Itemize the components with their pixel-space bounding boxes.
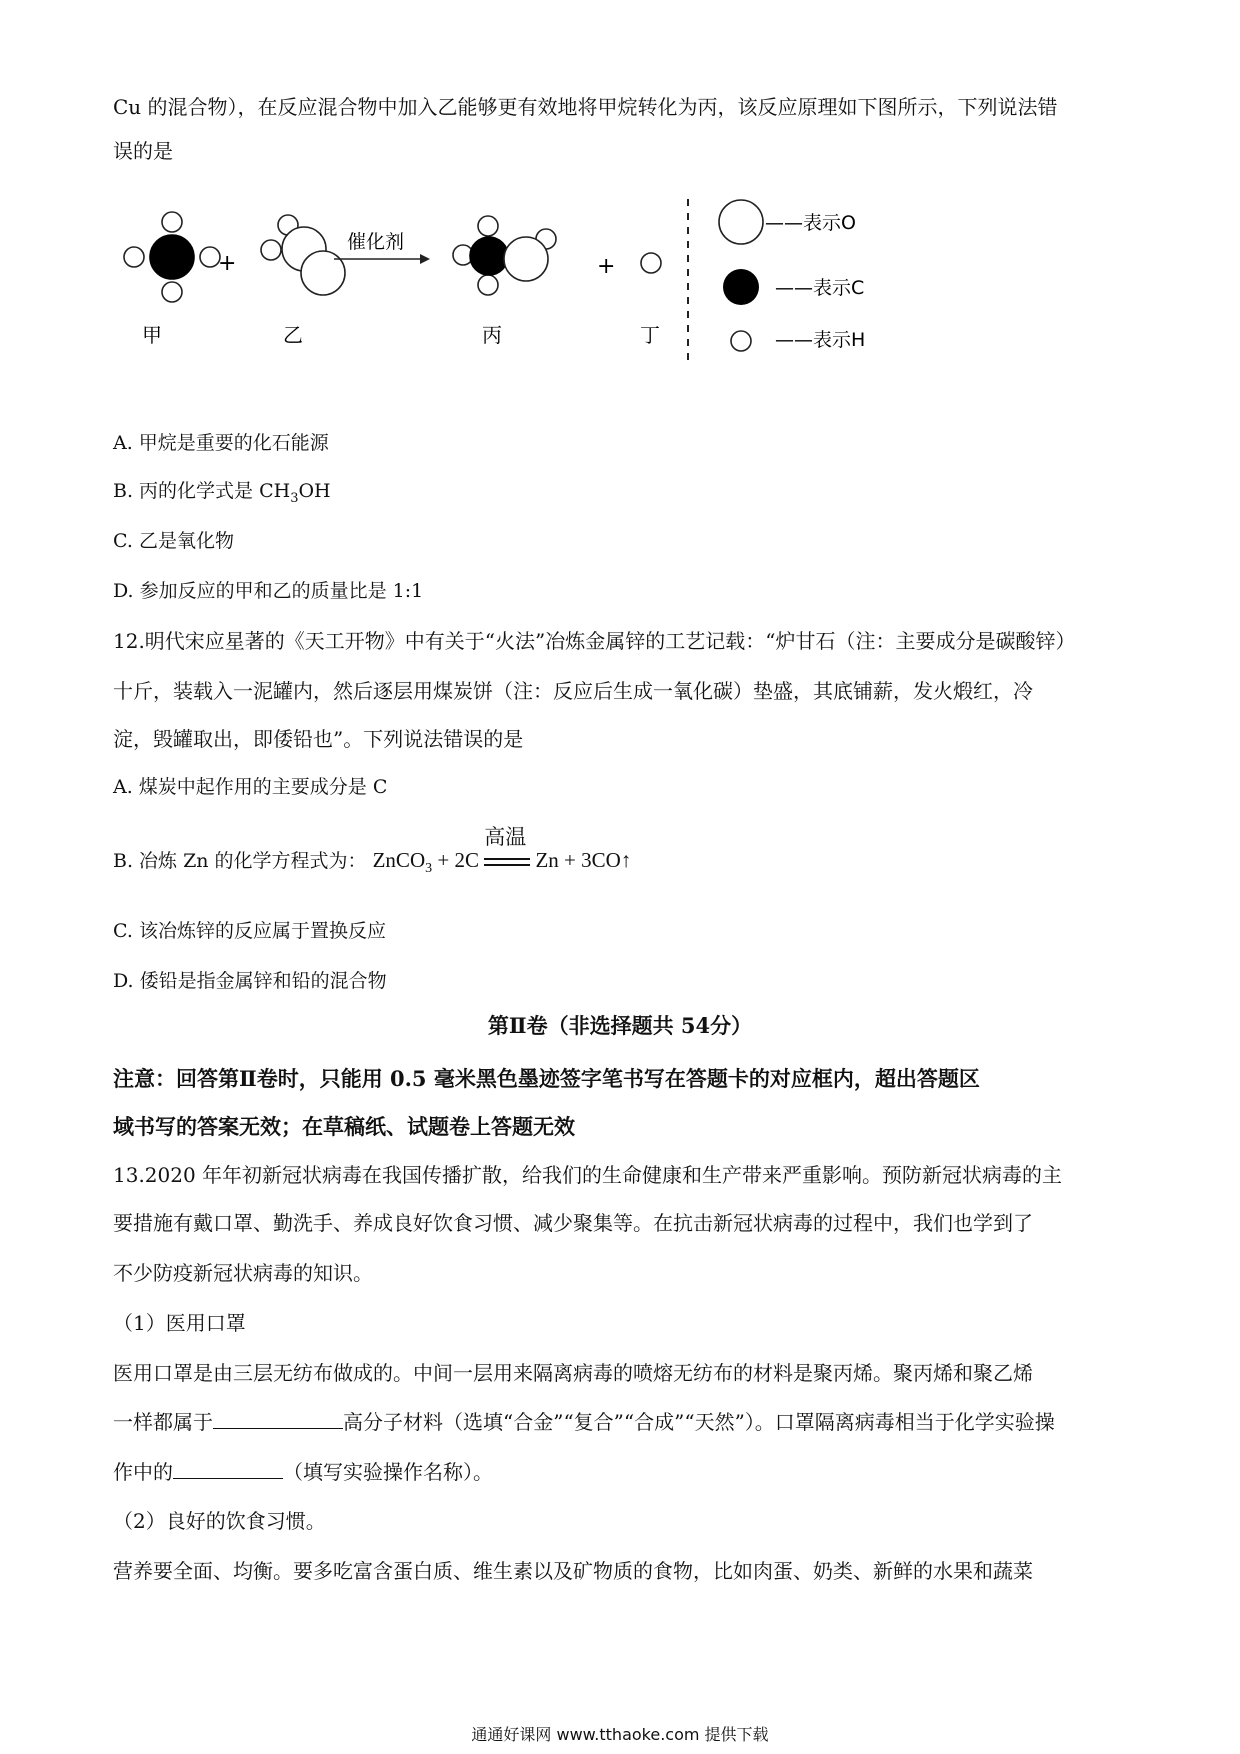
legend-carbon: ——表示C <box>775 277 865 299</box>
q12-option-c: C. 该冶炼锌的反应属于置换反应 <box>113 920 386 942</box>
legend-hydrogen-circle <box>731 331 751 351</box>
molecule-jia <box>124 212 220 302</box>
notice-line-2: 域书写的答案无效；在草稿纸、试题卷上答题无效 <box>113 1114 575 1139</box>
q13-sub2-line-1: 营养要全面、均衡。要多吃富含蛋白质、维生素以及矿物质的食物，比如肉蛋、奶类、新鲜的水果和蔬菜 <box>113 1559 1033 1583</box>
answer-blank-2[interactable] <box>173 1456 283 1479</box>
molecule-bing <box>453 216 556 295</box>
footer-credit: 通通好课网 www.tthaoke.com 提供下载 <box>471 1725 769 1744</box>
catalyst-label: 催化剂 <box>347 231 405 253</box>
plus-1: + <box>218 251 237 276</box>
legend-oxygen-circle <box>719 200 763 244</box>
q11-option-b: B. 丙的化学式是 $CH_3OH$ <box>113 480 331 506</box>
q11-line-2: 误的是 <box>113 139 173 163</box>
reaction-condition: 高温 <box>484 852 530 872</box>
q13-line-3: 不少防疫新冠状病毒的知识。 <box>113 1261 373 1285</box>
q13-line-2: 要措施有戴口罩、勤洗手、养成良好饮食习惯、减少聚集等。在抗击新冠状病毒的过程中，我们也学到了 <box>113 1211 1033 1235</box>
q13-sub1-line-2: 一样都属于 高分子材料（选填“合金”“复合”“合成”“天然”）。口罩隔离病毒相当于化学实验操 <box>113 1406 1055 1437</box>
q12-option-d: D. 倭铅是指金属锌和铅的混合物 <box>113 970 387 992</box>
q12-line-3: 淀，毁罐取出，即倭铅也”。下列说法错误的是 <box>113 727 524 751</box>
reaction-diagram <box>110 195 1010 395</box>
label-jia: 甲 <box>142 323 162 347</box>
q13-sub1-line-1: 医用口罩是由三层无纺布做成的。中间一层用来隔离病毒的喷熔无纺布的材料是聚丙烯。聚丙烯和聚乙烯 <box>113 1361 1033 1385</box>
q12-line-2: 十斤，装载入一泥罐内，然后逐层用煤炭饼（注：反应后生成一氧化碳）垫盛，其底铺薪，发火煅红，冷 <box>113 679 1033 703</box>
legend-oxygen: ——表示O <box>765 212 856 234</box>
q13-sub1-line-3: 作中的 （填写实验操作名称）。 <box>113 1456 493 1487</box>
q12-option-b: B. 冶炼 Zn 的化学方程式为： ZnCO$_3$ + 2C 高温 Zn + 3CO↑ <box>113 825 632 877</box>
section-heading: 第Ⅱ卷（非选择题共 54分） <box>487 1013 753 1038</box>
answer-blank-1[interactable] <box>213 1406 343 1429</box>
q13-line-1: 13.2020 年年初新冠状病毒在我国传播扩散，给我们的生命健康和生产带来严重影响。预防新冠状病毒的主 <box>113 1163 1063 1187</box>
legend-carbon-circle <box>723 269 759 305</box>
notice-line-1: 注意：回答第Ⅱ卷时，只能用 0.5 毫米黑色墨迹签字笔书写在答题卡的对应框内，超出答题区 <box>113 1066 980 1091</box>
q11-option-d: D. 参加反应的甲和乙的质量比是 1:1 <box>113 580 424 602</box>
legend <box>719 200 865 351</box>
q11-option-a: A. 甲烷是重要的化石能源 <box>113 432 329 454</box>
q13-sub2-title: （2）良好的饮食习惯。 <box>113 1509 326 1533</box>
chem-equation: ZnCO$_3$ + 2C 高温 Zn + 3CO↑ <box>372 825 632 877</box>
q13-sub1-title: （1）医用口罩 <box>113 1311 246 1335</box>
q12-option-a: A. 煤炭中起作用的主要成分是 C <box>113 776 388 798</box>
plus-2: + <box>597 254 616 279</box>
q11-line-1: Cu 的混合物），在反应混合物中加入乙能够更有效地将甲烷转化为丙，该反应原理如下图所示，下列说法错 <box>113 95 1058 119</box>
molecule-ding <box>641 253 661 273</box>
legend-hydrogen: ——表示H <box>775 329 866 351</box>
label-yi: 乙 <box>283 323 303 347</box>
label-ding: 丁 <box>640 323 660 347</box>
q12-line-1: 12.明代宋应星著的《天工开物》中有关于“火法”冶炼金属锌的工艺记载：“炉甘石（注：主要成分是碳酸锌） <box>113 629 1076 653</box>
q11-option-c: C. 乙是氧化物 <box>113 530 234 552</box>
label-bing: 丙 <box>482 323 502 347</box>
molecule-yi <box>261 215 345 295</box>
